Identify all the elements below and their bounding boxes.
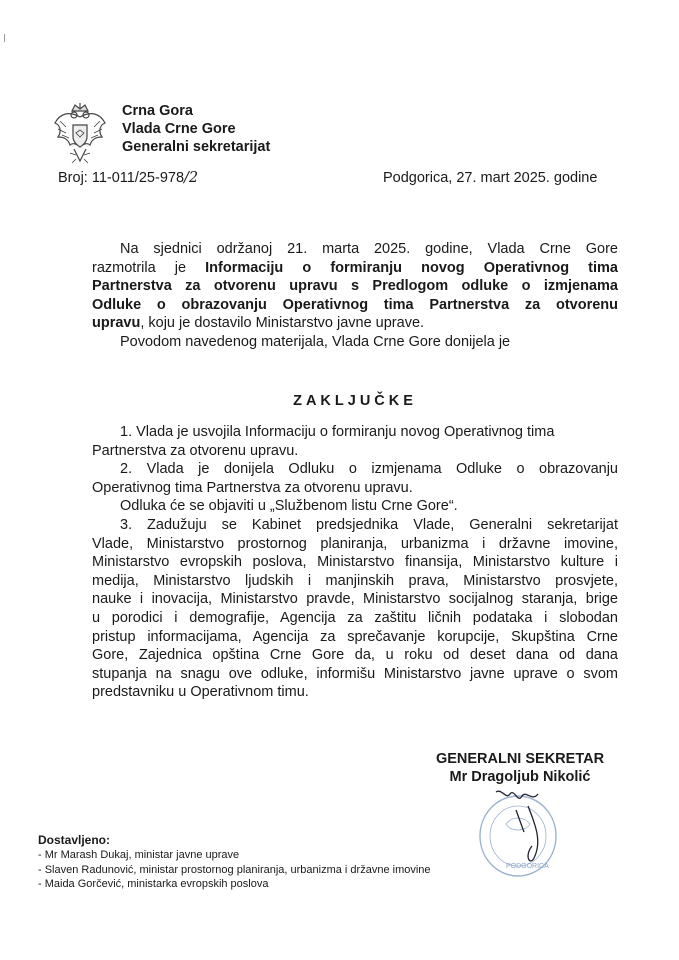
intro-line-1: Na sjednici održanoj 21. marta 2025. godine, Vlada Crne Gore [120, 241, 618, 257]
seal-text: PODGORICA [506, 863, 549, 870]
header-secretariat: Generalni sekretarijat [122, 139, 271, 155]
intro-paragraph [92, 240, 618, 352]
distribution-item: - Slaven Radunović, ministar prostornog planiranja, urbanizma i državne imovine [38, 863, 431, 876]
conclusion-3-line: medija, Ministarstvo ljudskih i manjinskih prava, Ministarstvo prosvjete, [92, 572, 618, 589]
conclusions-list [92, 423, 618, 702]
header-country: Crna Gora [122, 103, 193, 119]
intro-line-5-normal: , koju je dostavilo Ministarstvo javne uprave. [140, 315, 425, 332]
conclusions-title: ZAKLJUČKE [293, 393, 417, 409]
conclusion-3-line: Ministarstvo evropskih poslova, Ministarstvo finansija, Ministarstvo kulture i [92, 554, 618, 571]
intro-line-5 [92, 314, 618, 333]
signature-block [400, 750, 640, 786]
reference-number-text: Broj: 11-011/25-978 [58, 170, 185, 186]
coat-of-arms-icon [52, 103, 108, 169]
conclusion-3-line: 3. Zadužuju se Kabinet predsjednika Vlade, Generalni sekretarijat [120, 516, 618, 533]
margin-mark [4, 34, 9, 42]
conclusion-3-line: u porodici i demografije, Agencija za zaštitu ličnih podataka i slobodan [92, 609, 618, 626]
signature-name: Mr Dragoljub Nikolić [449, 769, 591, 785]
conclusion-2-line-3: Odluka će se objaviti u „Službenom listu Crne Gore“. [120, 498, 458, 515]
conclusion-3-line: pristup informacijama, Agencija za sprečavanje korupcije, Skupština Crne [92, 628, 618, 645]
conclusion-3-line: Vlade, Ministarstvo prostornog planiranja, urbanizma i državne imovine, [92, 535, 618, 552]
intro-line-2-bold: Informaciju o formiranju novog Operativnog tima [205, 259, 618, 276]
intro-line-2 [92, 259, 618, 278]
intro-line-4: Odluke o obrazovanju Operativnog tima Partnerstva za otvorenu [92, 296, 618, 313]
reference-number [58, 170, 198, 186]
conclusion-3-line: stupanja na snagu ove odluke, informišu Ministarstvo javne uprave o svom [92, 665, 618, 682]
reference-handwritten: /2 [184, 170, 199, 186]
distribution-list [38, 833, 431, 892]
header-government: Vlada Crne Gore [122, 121, 236, 137]
intro-line-3: Partnerstva za otvorenu upravu s Predlogom odluke o izmjenama [92, 278, 618, 295]
conclusion-3-line: Gore, Zajednica opština Crne Gore da, u roku od deset dana od dana [92, 647, 618, 664]
conclusion-3-line: nauke i inovacija, Ministarstvo pravde, Ministarstvo socijalnog staranja, brige [92, 591, 618, 608]
signature-title: GENERALNI SEKRETAR [435, 751, 605, 767]
conclusion-2-line-2: Operativnog tima Partnerstva za otvorenu upravu. [92, 479, 413, 496]
conclusion-2-line-1: 2. Vlada je donijela Odluku o izmjenama Odluke o obrazovanju [120, 461, 618, 478]
official-seal-icon [466, 786, 576, 882]
conclusion-1-line-1: 1. Vlada je usvojila Informaciju o formiranju novog Operativnog tima [120, 424, 555, 440]
distribution-item: - Mr Marash Dukaj, ministar javne uprave [38, 848, 240, 861]
conclusion-1-line-2: Partnerstva za otvorenu upravu. [92, 442, 299, 459]
distribution-title: Dostavljeno: [38, 833, 111, 847]
intro-line-2-normal: razmotrila je [92, 259, 187, 276]
conclusion-3-line: predstavniku u Operativnom timu. [92, 684, 309, 701]
intro-line-5-bold: upravu [92, 315, 141, 332]
intro-line-6: Povodom navedenog materijala, Vlada Crne Gore donijela je [120, 333, 511, 350]
distribution-item: - Maida Gorčević, ministarka evropskih poslova [38, 878, 269, 891]
document-date: Podgorica, 27. mart 2025. godine [383, 170, 598, 186]
